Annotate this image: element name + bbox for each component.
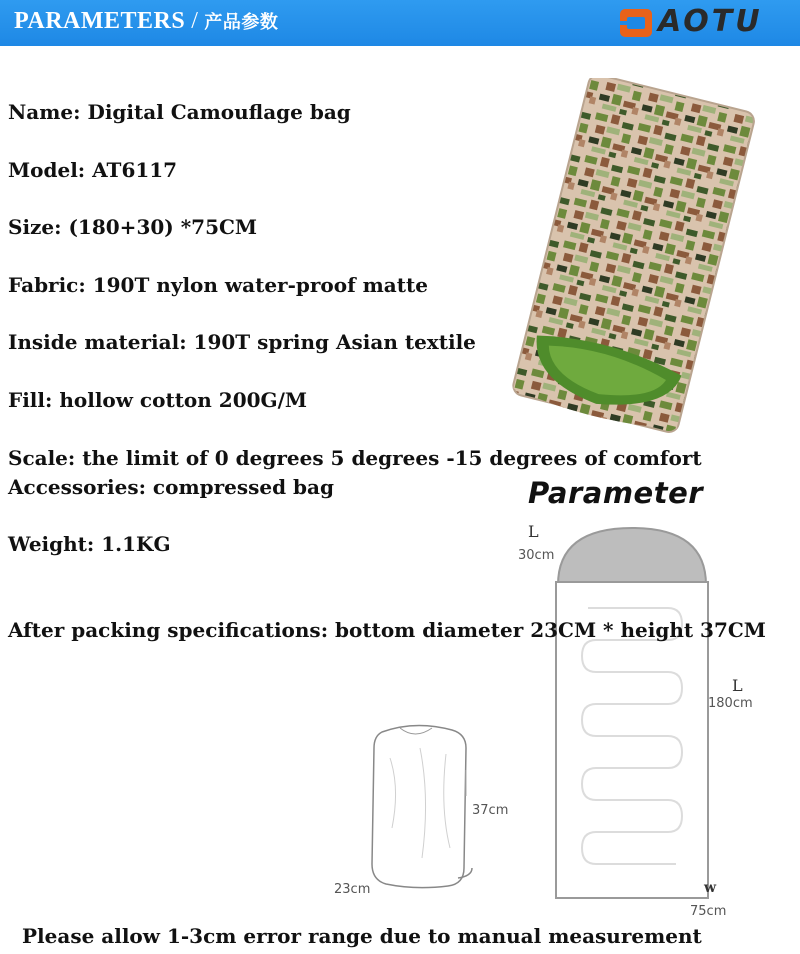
sleeping-bag-photo xyxy=(470,78,770,458)
spec-packing: After packing specifications: bottom diameter 23CM * height 37CM xyxy=(8,618,766,642)
hood-length-letter: L xyxy=(528,522,539,541)
header-title-en: PARAMETERS xyxy=(14,8,186,34)
body-length-letter: L xyxy=(732,676,743,695)
spec-name: Name: Digital Camouflage bag xyxy=(8,100,351,124)
brand-name: AOTU xyxy=(658,4,763,39)
pack-diameter-label: 23cm xyxy=(334,882,371,897)
compression-sack-drawing xyxy=(360,718,480,898)
spec-model: Model: AT6117 xyxy=(8,158,178,182)
pack-height-label: 37cm xyxy=(472,803,509,818)
hood-length-label: 30cm xyxy=(518,548,555,563)
header-title-cn: 产品参数 xyxy=(204,12,279,33)
spec-accessories: Accessories: compressed bag xyxy=(8,475,334,499)
spec-size: Size: (180+30) *75CM xyxy=(8,215,258,239)
spec-fill: Fill: hollow cotton 200G/M xyxy=(8,388,308,412)
body-length-label: 180cm xyxy=(708,696,753,711)
header-title xyxy=(14,8,278,35)
brand-mark-icon xyxy=(618,6,654,40)
sleeping-bag-dimension-diagram xyxy=(550,520,720,910)
brand-logo xyxy=(618,6,790,40)
spec-scale: Scale: the limit of 0 degrees 5 degrees -15 degrees of comfort xyxy=(8,446,702,470)
spec-weight: Weight: 1.1KG xyxy=(8,532,171,556)
spec-fabric: Fabric: 190T nylon water-proof matte xyxy=(8,273,428,297)
spec-inside-material: Inside material: 190T spring Asian textile xyxy=(8,330,476,354)
header-bar xyxy=(0,0,800,46)
header-separator: / xyxy=(191,8,199,34)
width-label: 75cm xyxy=(690,904,727,919)
width-letter: w xyxy=(704,880,717,896)
parameter-title: Parameter xyxy=(528,476,704,510)
measurement-note: Please allow 1-3cm error range due to manual measurement xyxy=(22,924,702,948)
